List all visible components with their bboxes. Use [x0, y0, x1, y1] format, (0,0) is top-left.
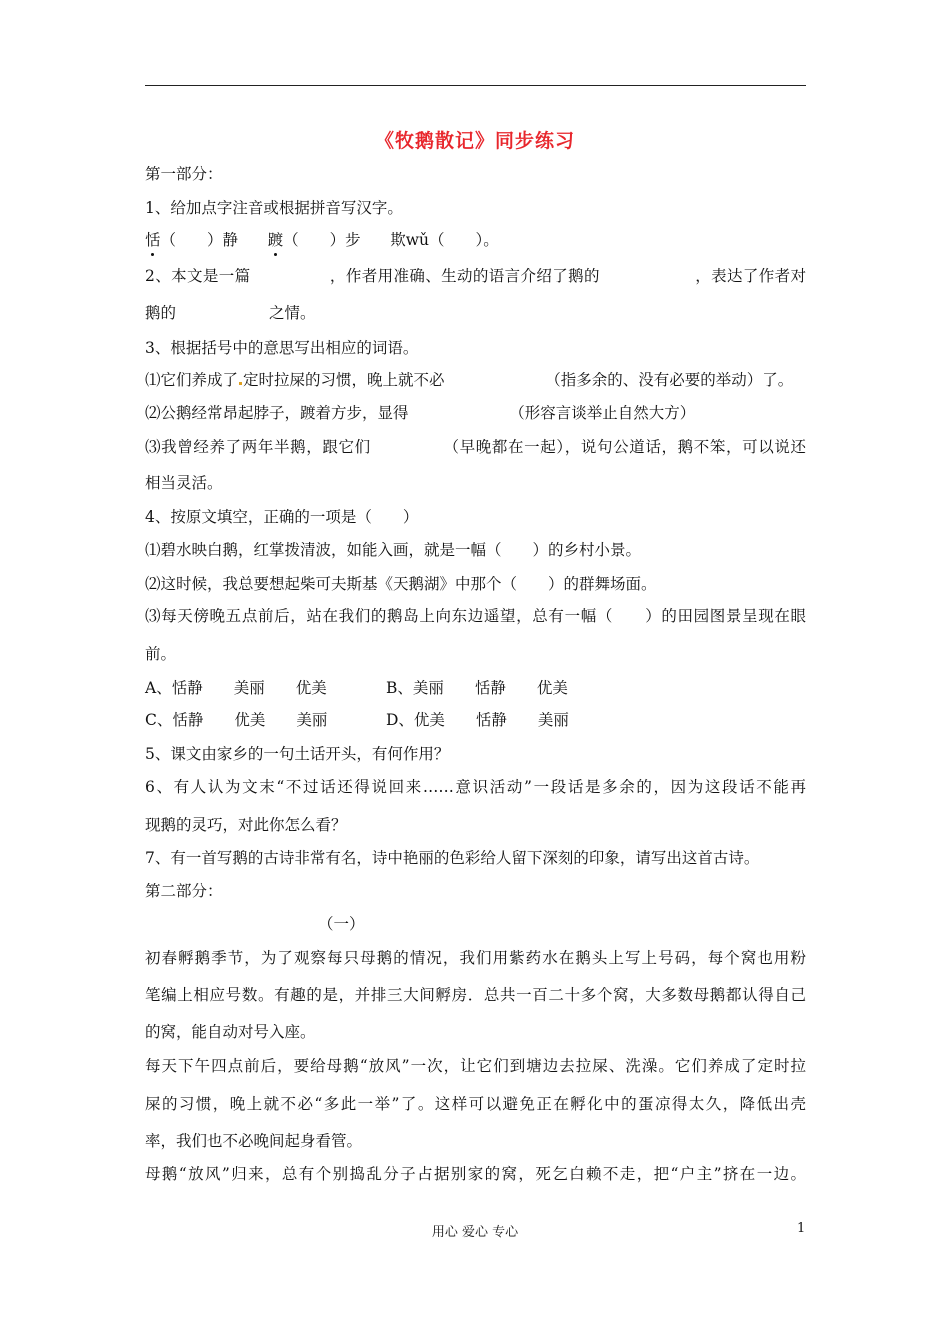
option-b: B、美丽 恬静 优美: [386, 679, 568, 697]
dotted-char-2: 踱: [267, 231, 284, 249]
q1-item-3: 欺wǔ（ ）: [390, 231, 484, 249]
question-3-2: ⑵公鹅经常昂起脖子，踱着方步，显得 （形容言谈举止自然大方）: [145, 404, 696, 422]
part2-heading: 第二部分：: [145, 882, 223, 900]
question-1: 1、给加点字注音或根据拼音写汉字。: [145, 199, 403, 217]
option-d: D、优美 恬静 美丽: [386, 711, 569, 729]
option-c: C、恬静 优美 美丽: [145, 711, 328, 729]
passage-p2-line-1: 每天下午四点前后，要给母鹅“放风”一次，让它们到塘边去拉屎、洗澡。它们养成了定时拉: [145, 1057, 806, 1075]
question-6-line-1: 6、有人认为文末“不过话还得说回来……意识活动”一段话是多余的，因为这段话不能再: [145, 778, 806, 796]
passage-p1-line-3: 的窝，能自动对号入座。: [145, 1023, 316, 1041]
question-3-3-line-2: 相当灵活。: [145, 474, 223, 492]
question-4-3-line-1: ⑶每天傍晚五点前后，站在我们的鹅岛上向东边遥望，总有一幅（ ）的田园图景呈现在眼: [145, 607, 806, 625]
page-footer: 用心 爱心 专心: [431, 1225, 519, 1240]
q3-1-part-b: 定时拉屎的习惯，晚上就不必 （指多余的、没有必要的举动）了。: [243, 371, 794, 389]
question-1-items: [145, 230, 499, 250]
question-3-3-line-1: ⑶我曾经养了两年半鹅，跟它们 （早晚都在一起），说句公道话，鹅不笨，可以说还: [145, 438, 806, 456]
q1-item-2: （ ）步: [283, 231, 361, 249]
passage-p1-line-2: 笔编上相应号数。有趣的是，并排三大间孵房．总共一百二十多个窝，大多数母鹅都认得自己: [145, 986, 806, 1004]
q1-item-1: （ ）静: [160, 231, 239, 249]
question-7: 7、有一首写鹅的古诗非常有名，诗中艳丽的色彩给人留下深刻的印象，请写出这首古诗。: [145, 849, 760, 867]
option-a: A、恬静 美丽 优美: [145, 679, 327, 697]
question-3: 3、根据括号中的意思写出相应的词语。: [145, 339, 419, 357]
q1-end-mark: 。: [483, 231, 499, 249]
question-2-line-2: 鹅的 之情。: [145, 304, 316, 322]
header-rule: [145, 85, 806, 86]
question-3-1: [145, 370, 793, 390]
page-number: 1: [797, 1221, 806, 1236]
passage-p1-line-1: 初春孵鹅季节，为了观察每只母鹅的情况，我们用紫药水在鹅头上写上号码，每个窝也用粉: [145, 949, 806, 967]
question-2-line-1: 2、本文是一篇 ，作者用准确、生动的语言介绍了鹅的 ，表达了作者对: [145, 267, 806, 285]
passage-p3-line-1: 母鹅“放风”归来，总有个别捣乱分子占据别家的窝，死乞白赖不走，把“户主”挤在一边。: [145, 1165, 806, 1183]
question-5: 5、课文由家乡的一句土话开头，有何作用？: [145, 745, 450, 763]
question-6-line-2: 现鹅的灵巧，对此你怎么看？: [145, 816, 347, 834]
dotted-char-1: 恬: [145, 231, 161, 249]
q3-1-part-a: ⑴它们养成了: [145, 371, 239, 389]
question-4: 4、按原文填空，正确的一项是（ ）: [145, 508, 419, 526]
passage-p2-line-2: 屎的习惯，晚上就不必“多此一举”了。这样可以避免正在孵化中的蛋凉得太久，降低出壳: [145, 1095, 806, 1113]
page-title: 《牧鹅散记》同步练习: [374, 130, 575, 152]
question-4-2: ⑵这时候，我总要想起柴可夫斯基《天鹅湖》中那个（ ）的群舞场面。: [145, 575, 657, 593]
highlight-mark: [239, 382, 242, 385]
part1-heading: 第一部分：: [145, 165, 223, 183]
section-heading: （一）: [318, 915, 365, 933]
question-4-3-line-2: 前。: [145, 645, 177, 663]
question-4-1: ⑴碧水映白鹅，红掌拨清波，如能入画，就是一幅（ ）的乡村小景。: [145, 541, 642, 559]
passage-p2-line-3: 率，我们也不必晚间起身看管。: [145, 1132, 363, 1150]
